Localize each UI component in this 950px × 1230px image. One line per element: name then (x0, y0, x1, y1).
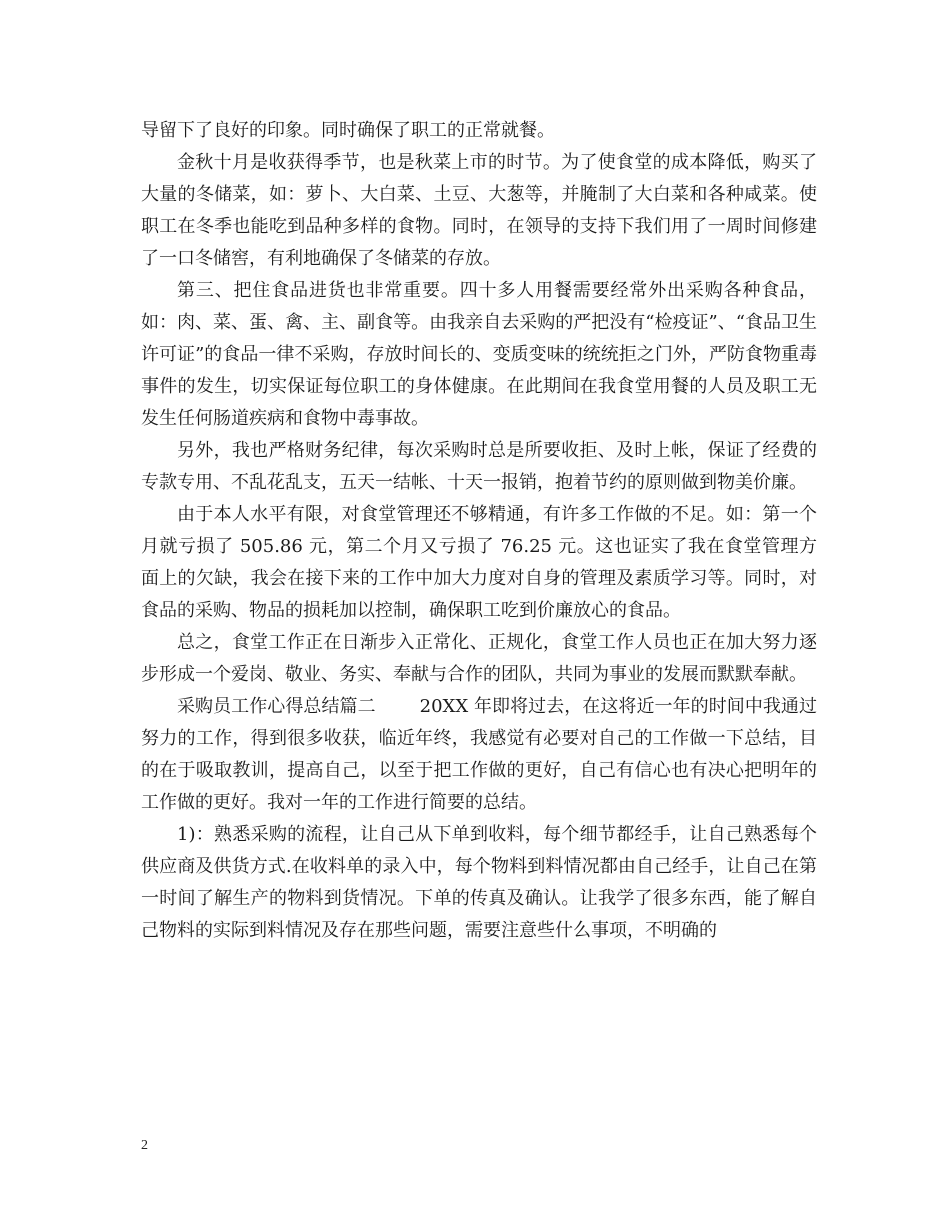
page-number: 2 (141, 1138, 148, 1153)
paragraph-5: 由于本人水平有限，对食堂管理还不够精通，有许多工作做的不足。如：第一个月就亏损了 505.86 元，第二个月又亏损了 76.25 元。这也证实了我在食堂管理方面上的欠缺，我会在接下来的工作中加大力度对自身的管理及素质学习等。同时，对食品的采购、物品的损耗加以控制，确保职工吃到价廉放心的食品。 (141, 504, 817, 621)
paragraph-2: 金秋十月是收获得季节，也是秋菜上市的时节。为了使食堂的成本降低，购买了大量的冬储菜，如：萝卜、大白菜、土豆、大葱等，并腌制了大白菜和各种咸菜。使职工在冬季也能吃到品种多样的食物。同时，在领导的支持下我们用了一周时间修建了一口冬储窖，有利地确保了冬储菜的存放。 (141, 152, 817, 269)
paragraph-7 (141, 691, 817, 819)
paragraph-6: 总之，食堂工作正在日渐步入正常化、正规化，食堂工作人员也正在加大努力逐步形成一个爱岗、敬业、务实、奉献与合作的团队，共同为事业的发展而默默奉献。 (141, 632, 817, 685)
paragraph-1: 导留下了良好的印象。同时确保了职工的正常就餐。 (141, 120, 555, 141)
paragraph-3: 第三、把住食品进货也非常重要。四十多人用餐需要经常外出采购各种食品，如：肉、菜、蛋、禽、主、副食等。由我亲自去采购的严把没有“检疫证”、“食品卫生许可证”的食品一律不采购，存放时间长的、变质变味的统统拒之门外，严防食物重毒事件的发生，切实保证每位职工的身体健康。在此期间在我食堂用餐的人员及职工无发生任何肠道疾病和食物中毒事故。 (141, 280, 817, 429)
paragraph-8: 1)：熟悉采购的流程，让自己从下单到收料，每个细节都经手，让自己熟悉每个供应商及供货方式.在收料单的录入中，每个物料到料情况都由自己经手，让自己在第一时间了解生产的物料到货情况。下单的传真及确认。让我学了很多东西，能了解自己物料的实际到料情况及存在那些问题，需要注意些什么事项，不明确的 (141, 824, 817, 941)
paragraph-7-text: 20XX 年即将过去，在这将近一年的时间中我通过努力的工作，得到很多收获，临近年终，我感觉有必要对自己的工作做一下总结，目的在于吸取教训，提高自己，以至于把工作做的更好，自己有信心也有决心把明年的工作做的更好。我对一年的工作进行简要的总结。 (141, 696, 817, 813)
section-heading-inline: 采购员工作心得总结篇二 (177, 696, 376, 717)
paragraph-4: 另外，我也严格财务纪律，每次采购时总是所要收拒、及时上帐，保证了经费的专款专用、不乱花乱支，五天一结帐、十天一报销，抱着节约的原则做到物美价廉。 (141, 440, 817, 493)
document-body (141, 115, 817, 947)
